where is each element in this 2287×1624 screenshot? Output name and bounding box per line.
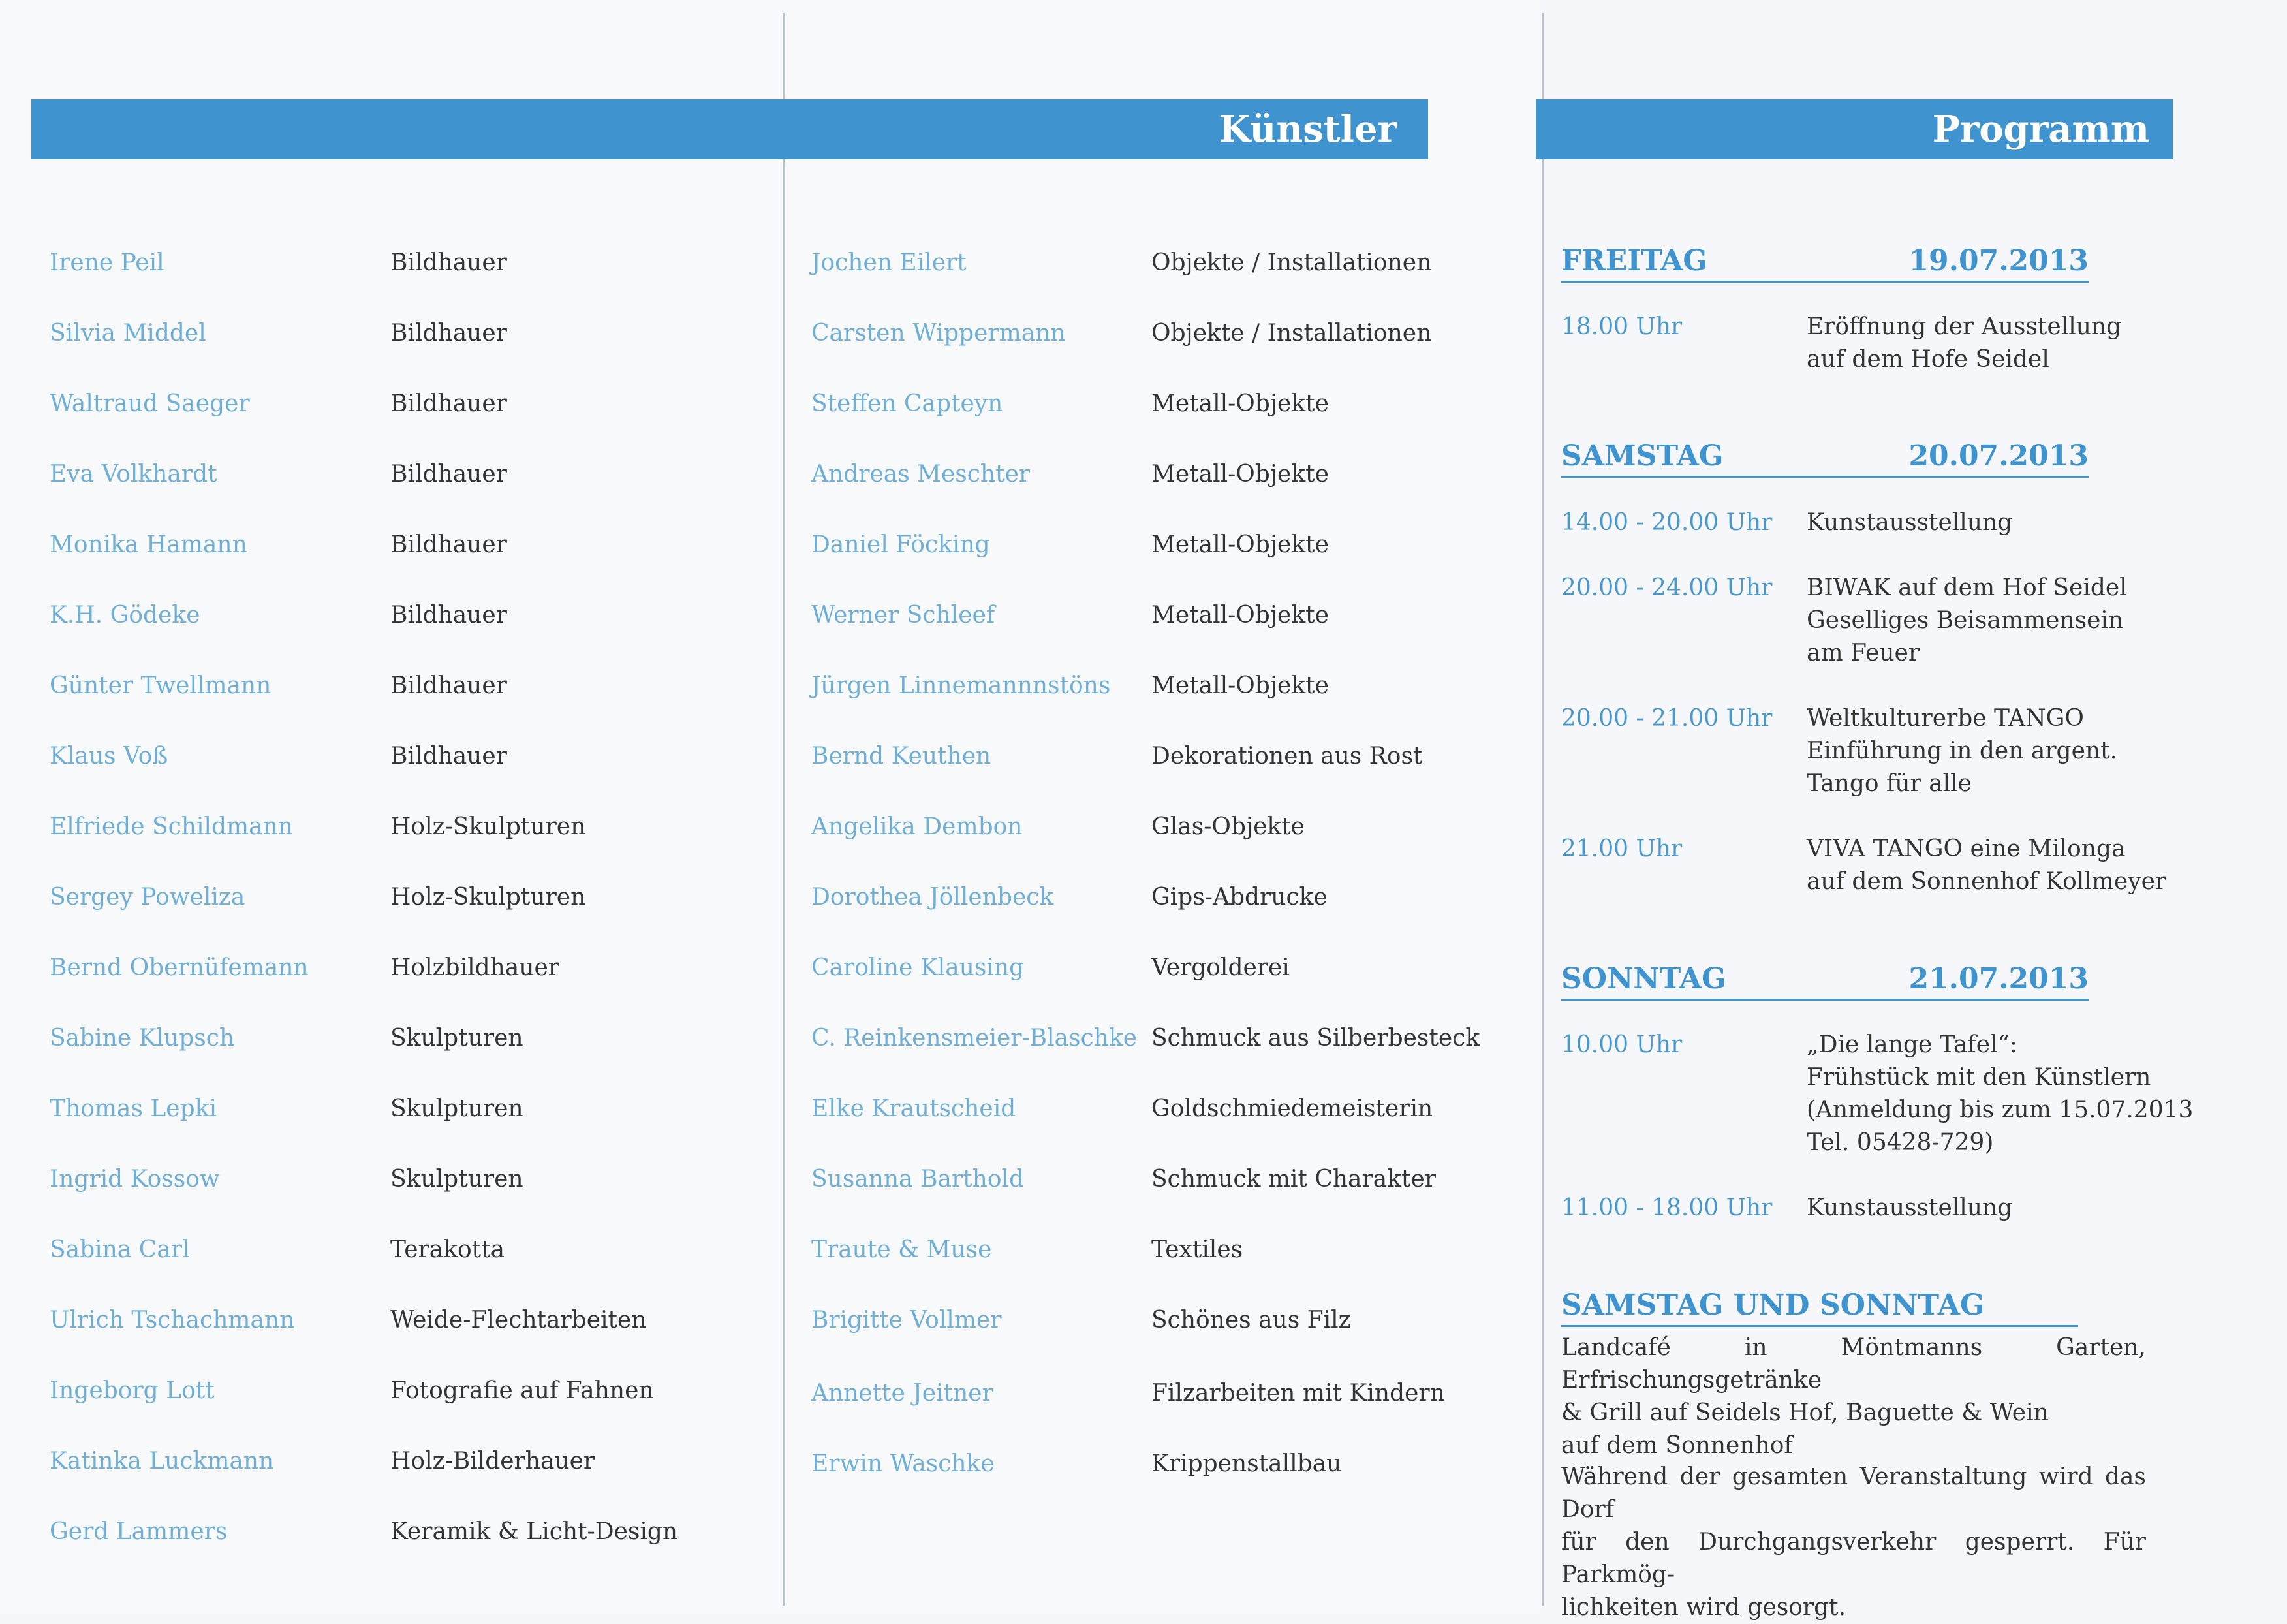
artist-discipline: Metall-Objekte [1151,531,1329,558]
artist-name: Caroline Klausing [811,954,1025,981]
artist-name: Ulrich Tschachmann [50,1307,295,1334]
artist-name: Jochen Eilert [811,249,967,276]
artist-discipline: Vergolderei [1151,954,1290,981]
artist-name: Angelika Dembon [811,813,1023,840]
day-name: SAMSTAG [1561,439,1724,473]
artist-discipline: Fotografie auf Fahnen [390,1377,654,1404]
artist-name: Carsten Wippermann [811,320,1066,347]
day-date: 19.07.2013 [1908,244,2089,277]
artist-name: Werner Schleef [811,602,995,629]
artist-discipline: Metall-Objekte [1151,390,1329,417]
artist-discipline: Dekorationen aus Rost [1151,743,1423,770]
text-line: für den Durchgangsverkehr gesperrt. Für Parkmög- [1561,1529,2146,1588]
artist-discipline: Schmuck mit Charakter [1151,1166,1436,1193]
artist-name: Thomas Lepki [50,1095,217,1122]
event-line: VIVA TANGO eine Milonga [1807,835,2126,862]
artist-name: Jürgen Linnemannnstöns [811,672,1111,699]
artist-discipline: Gips-Abdrucke [1151,884,1328,911]
artist-discipline: Bildhauer [390,531,507,558]
programm-header [1536,99,2173,159]
event-line: (Anmeldung bis zum 15.07.2013 [1807,1097,2194,1123]
artist-discipline: Bildhauer [390,390,507,417]
artist-name: Elke Krautscheid [811,1095,1016,1122]
artist-name: Eva Volkhardt [50,461,217,488]
event-description [1807,311,2172,376]
text-line: Landcafé in Möntmanns Garten, Erfrischungsgetränke [1561,1334,2146,1394]
day-header-freitag [1561,240,2089,283]
artist-name: Katinka Luckmann [50,1448,274,1475]
event-line: am Feuer [1807,640,1920,666]
event-time: 21.00 Uhr [1561,835,1683,862]
artist-discipline: Schmuck aus Silberbesteck [1151,1025,1480,1052]
event-time: 20.00 - 24.00 Uhr [1561,574,1773,601]
day-header-sonntag [1561,958,2089,1001]
artist-name: Elfriede Schildmann [50,813,293,840]
artist-discipline: Terakotta [390,1236,505,1263]
event-line: Frühstück mit den Künstlern [1807,1064,2151,1091]
fold-line-right [1542,13,1544,1606]
artist-discipline: Bildhauer [390,320,507,347]
artist-discipline: Goldschmiedemeisterin [1151,1095,1433,1122]
artist-discipline: Metall-Objekte [1151,461,1329,488]
text-line: auf dem Sonnenhof [1561,1432,1793,1459]
artist-name: Ingrid Kossow [50,1166,220,1193]
fold-line-left [783,13,785,1606]
artist-discipline: Skulpturen [390,1025,523,1052]
event-time: 10.00 Uhr [1561,1031,1683,1058]
event-line: Eröffnung der Ausstellung [1807,313,2122,340]
artist-name: C. Reinkensmeier-Blaschke [811,1025,1138,1052]
artist-discipline: Objekte / Installationen [1151,320,1432,347]
artist-name: K.H. Gödeke [50,602,200,629]
artist-discipline: Bildhauer [390,672,507,699]
event-time: 18.00 Uhr [1561,313,1683,340]
event-line: auf dem Sonnenhof Kollmeyer [1807,868,2167,895]
artist-discipline: Weide-Flechtarbeiten [390,1307,647,1334]
artist-discipline: Bildhauer [390,743,507,770]
event-line: Tango für alle [1807,770,1972,797]
artist-name: Daniel Föcking [811,531,990,558]
artist-name: Silvia Middel [50,320,206,347]
event-line: BIWAK auf dem Hof Seidel [1807,574,2127,601]
artist-discipline: Metall-Objekte [1151,672,1329,699]
artist-discipline: Objekte / Installationen [1151,249,1432,276]
event-line: Einführung in den argent. [1807,738,2117,764]
programm-title: Programm [1932,108,2149,151]
artist-discipline: Keramik & Licht-Design [390,1518,678,1545]
event-line: Geselliges Beisammensein [1807,607,2124,634]
artist-name: Waltraud Saeger [50,390,250,417]
artist-name: Günter Twellmann [50,672,272,699]
artist-discipline: Holz-Skulpturen [390,813,586,840]
artist-discipline: Skulpturen [390,1166,523,1193]
panel-middle [783,0,1540,1614]
artist-name: Monika Hamann [50,531,247,558]
artist-name: Steffen Capteyn [811,390,1003,417]
event-line: Tel. 05428-729) [1807,1129,1994,1156]
event-description [1807,833,2172,898]
event-description [1807,507,2172,539]
artist-name: Susanna Barthold [811,1166,1025,1193]
artist-name: Andreas Meschter [811,461,1031,488]
artist-name: Gerd Lammers [50,1518,228,1545]
event-description [1807,572,2172,670]
day-header-wochenende [1561,1285,2078,1327]
artist-name: Ingeborg Lott [50,1377,215,1404]
event-description [1807,1192,2172,1225]
kuenstler-title: Künstler [1219,108,1397,151]
day-name: SONNTAG [1561,962,1726,995]
text-line: Während der gesamten Veranstaltung wird das Dorf [1561,1463,2146,1523]
event-line: Kunstausstellung [1807,509,2013,536]
artist-name: Bernd Obernüfemann [50,954,309,981]
artist-discipline: Bildhauer [390,602,507,629]
artist-name: Dorothea Jöllenbeck [811,884,1054,911]
event-line: „Die lange Tafel“: [1807,1031,2018,1058]
event-line: Weltkulturerbe TANGO [1807,705,2084,732]
artist-name: Sabine Klupsch [50,1025,235,1052]
event-time: 11.00 - 18.00 Uhr [1561,1195,1773,1221]
artist-name: Erwin Waschke [811,1450,995,1477]
day-name: SAMSTAG UND SONNTAG [1561,1288,1985,1322]
event-line: Kunstausstellung [1807,1195,2013,1221]
event-description [1807,702,2172,800]
event-time: 14.00 - 20.00 Uhr [1561,509,1773,536]
wochenende-text [1561,1332,2146,1462]
artist-name: Bernd Keuthen [811,743,991,770]
artist-discipline: Glas-Objekte [1151,813,1305,840]
kuenstler-header [31,99,1428,159]
event-line: auf dem Hofe Seidel [1807,346,2049,373]
hinweis-text [1561,1461,2146,1624]
artist-discipline: Krippenstallbau [1151,1450,1342,1477]
artist-discipline: Schönes aus Filz [1151,1307,1351,1334]
artist-name: Brigitte Vollmer [811,1307,1002,1334]
artist-name: Sergey Poweliza [50,884,245,911]
text-line: lichkeiten wird gesorgt. [1561,1594,1846,1621]
day-header-samstag [1561,435,2089,478]
artist-discipline: Textiles [1151,1236,1243,1263]
artist-discipline: Metall-Objekte [1151,602,1329,629]
artist-name: Annette Jeitner [811,1380,993,1407]
artist-name: Sabina Carl [50,1236,190,1263]
panel-left [0,0,783,1614]
day-date: 20.07.2013 [1908,439,2089,473]
artist-name: Traute & Muse [811,1236,992,1263]
artist-name: Klaus Voß [50,743,168,770]
event-time: 20.00 - 21.00 Uhr [1561,705,1773,732]
artist-discipline: Holz-Bilderhauer [390,1448,595,1475]
artist-discipline: Skulpturen [390,1095,523,1122]
artist-name: Irene Peil [50,249,164,276]
text-line: & Grill auf Seidels Hof, Baguette & Wein [1561,1399,2049,1426]
event-description [1807,1029,2194,1159]
artist-discipline: Holzbildhauer [390,954,560,981]
day-date: 21.07.2013 [1908,962,2089,995]
artist-discipline: Bildhauer [390,249,507,276]
artist-discipline: Bildhauer [390,461,507,488]
artist-discipline: Holz-Skulpturen [390,884,586,911]
artist-discipline: Filzarbeiten mit Kindern [1151,1380,1445,1407]
day-name: FREITAG [1561,244,1707,277]
